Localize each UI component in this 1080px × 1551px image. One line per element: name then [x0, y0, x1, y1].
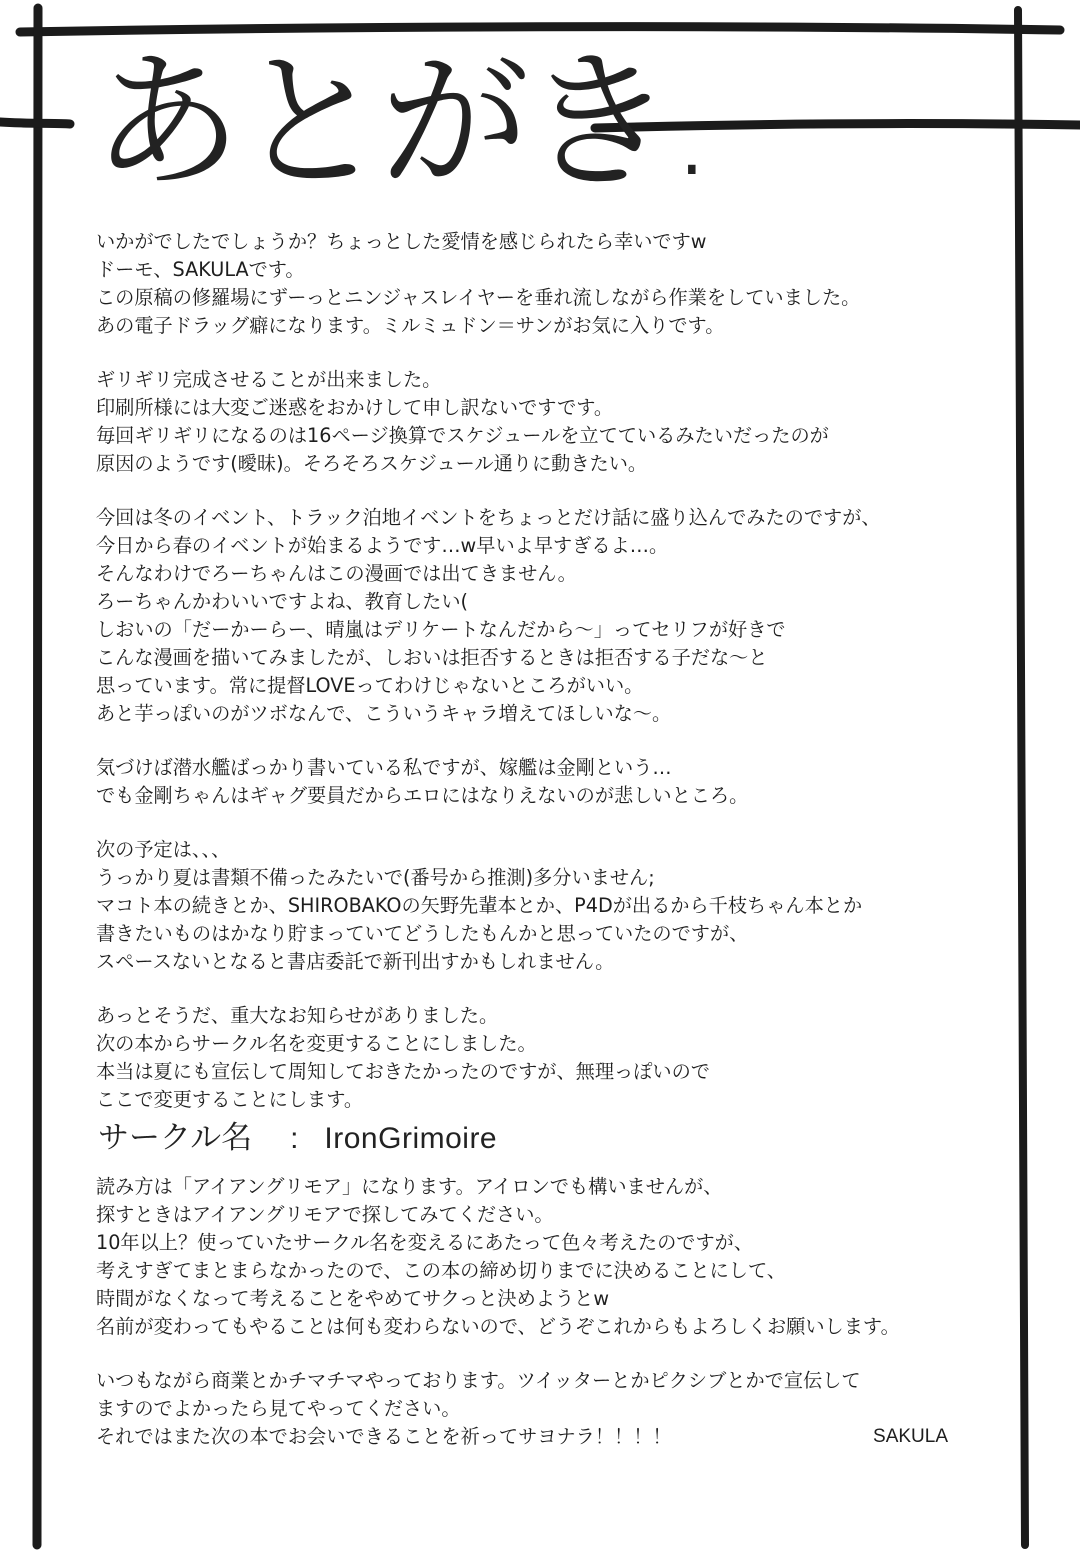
circle-name-row [98, 1116, 976, 1161]
text-line: スペースないとなると書店委託で新刊出すかもしれません。 [96, 950, 615, 973]
text-line: いつもながら商業とかチマチマやっております。ツイッターとかピクシブとかで宣伝して [96, 1369, 861, 1392]
paragraph-deadline [96, 366, 976, 478]
author-signature: SAKULA [873, 1426, 948, 1447]
text-line: 読み方は「アイアングリモア」になります。アイロンでも構いませんが、 [96, 1175, 723, 1198]
text-line: 印刷所様には大変ご迷惑をおかけして申し訳ないですです。 [96, 396, 614, 419]
text-line: でも金剛ちゃんはギャグ要員だからエロにはなりえないのが悲しいところ。 [96, 784, 749, 807]
text-line: 名前が変わってもやることは何も変わらないので、どうぞこれからもよろしくお願いします。 [96, 1315, 900, 1338]
text-line: ドーモ、SAKULAです。 [96, 258, 305, 281]
paragraph-reading [96, 1173, 976, 1341]
text-line: 思っています。常に提督LOVEってわけじゃないところがいい。 [96, 674, 644, 697]
text-line: うっかり夏は書類不備ったみたいで(番号から推測)多分いません; [96, 866, 655, 889]
text-line: ギリギリ完成させることが出来ました。 [96, 368, 442, 391]
paragraph-greeting [96, 228, 976, 340]
title-block [92, 28, 710, 218]
paragraph-announcement [96, 1002, 976, 1114]
afterword-body [96, 228, 976, 1477]
text-line: 今日から春のイベントが始まるようです…w早いよ早すぎるよ…。 [96, 534, 669, 557]
text-line: ますのでよかったら見てやってください。 [96, 1397, 461, 1420]
paragraph-plans [96, 836, 976, 976]
border-left-line [37, 8, 39, 1545]
text-line: 毎回ギリギリになるのは16ページ換算でスケジュールを立てているみたいだったのが [96, 424, 829, 447]
text-line: ここで変更することにします。 [96, 1088, 364, 1111]
text-line: いかがでしたでしょうか？ちょっとした愛情を感じられたら幸いですw [96, 230, 707, 253]
text-line: 今回は冬のイベント、トラック泊地イベントをちょっとだけ話に盛り込んでみたのですが、 [96, 506, 881, 529]
paragraph-submarine [96, 754, 976, 810]
circle-name-value: IronGrimoire [324, 1122, 498, 1155]
text-line: この原稿の修羅場にずーっとニンジャスレイヤーを垂れ流しながら作業をしていました。 [96, 286, 861, 309]
text-line: ろーちゃんかわいいですよね、教育したい( [96, 590, 469, 613]
closing-last-row [96, 1423, 948, 1451]
text-line: マコト本の続きとか、SHIROBAKOの矢野先輩本とか、P4Dが出るから千枝ちゃん本とか [96, 894, 863, 917]
text-line: 考えすぎてまとまらなかったので、この本の締め切りまでに決めることにして、 [96, 1259, 786, 1282]
text-line: 原因のようです(曖昧)。そろそろスケジュール通りに動きたい。 [96, 452, 648, 475]
border-left-tick [0, 122, 70, 124]
text-line: 書きたいものはかなり貯まっていてどうしたもんかと思っていたのですが、 [96, 922, 749, 945]
paragraph-closing [96, 1367, 976, 1451]
text-line: 次の本からサークル名を変更することにしました。 [96, 1032, 537, 1055]
text-line: 気づけば潜水艦ばっかり書いている私ですが、嫁艦は金剛という… [96, 756, 672, 779]
text-line: そんなわけでろーちゃんはこの漫画では出てきません。 [96, 562, 577, 585]
closing-last-line: それではまた次の本でお会いできることを祈ってサヨナラ！！！！ [96, 1425, 672, 1448]
border-right-line [1018, 10, 1025, 1545]
text-line: こんな漫画を描いてみましたが、しおいは拒否するときは拒否する子だな～と [96, 646, 768, 669]
text-line: あっとそうだ、重大なお知らせがありました。 [96, 1004, 499, 1027]
circle-name-label: サークル名 [98, 1120, 253, 1156]
text-line: しおいの「だーかーらー、晴嵐はデリケートなんだから～」ってセリフが好きで [96, 618, 786, 641]
paragraph-event [96, 504, 976, 728]
text-line: あと芋っぽいのがツボなんで、こういうキャラ増えてほしいな～。 [96, 702, 672, 725]
circle-name-separator: : [290, 1122, 299, 1155]
page-title: あとがき. [92, 36, 710, 210]
text-line: 10年以上？使っていたサークル名を変えるにあたって色々考えたのですが、 [96, 1231, 754, 1254]
text-line: 時間がなくなって考えることをやめてサクっと決めようとw [96, 1287, 610, 1310]
text-line: あの電子ドラッグ癖になります。ミルミュドン＝サンがお気に入りです。 [96, 314, 725, 337]
text-line: 本当は夏にも宣伝して周知しておきたかったのですが、無理っぽいので [96, 1060, 710, 1083]
text-line: 次の予定は、、、 [96, 838, 231, 861]
text-line: 探すときはアイアングリモアで探してみてください。 [96, 1203, 554, 1226]
